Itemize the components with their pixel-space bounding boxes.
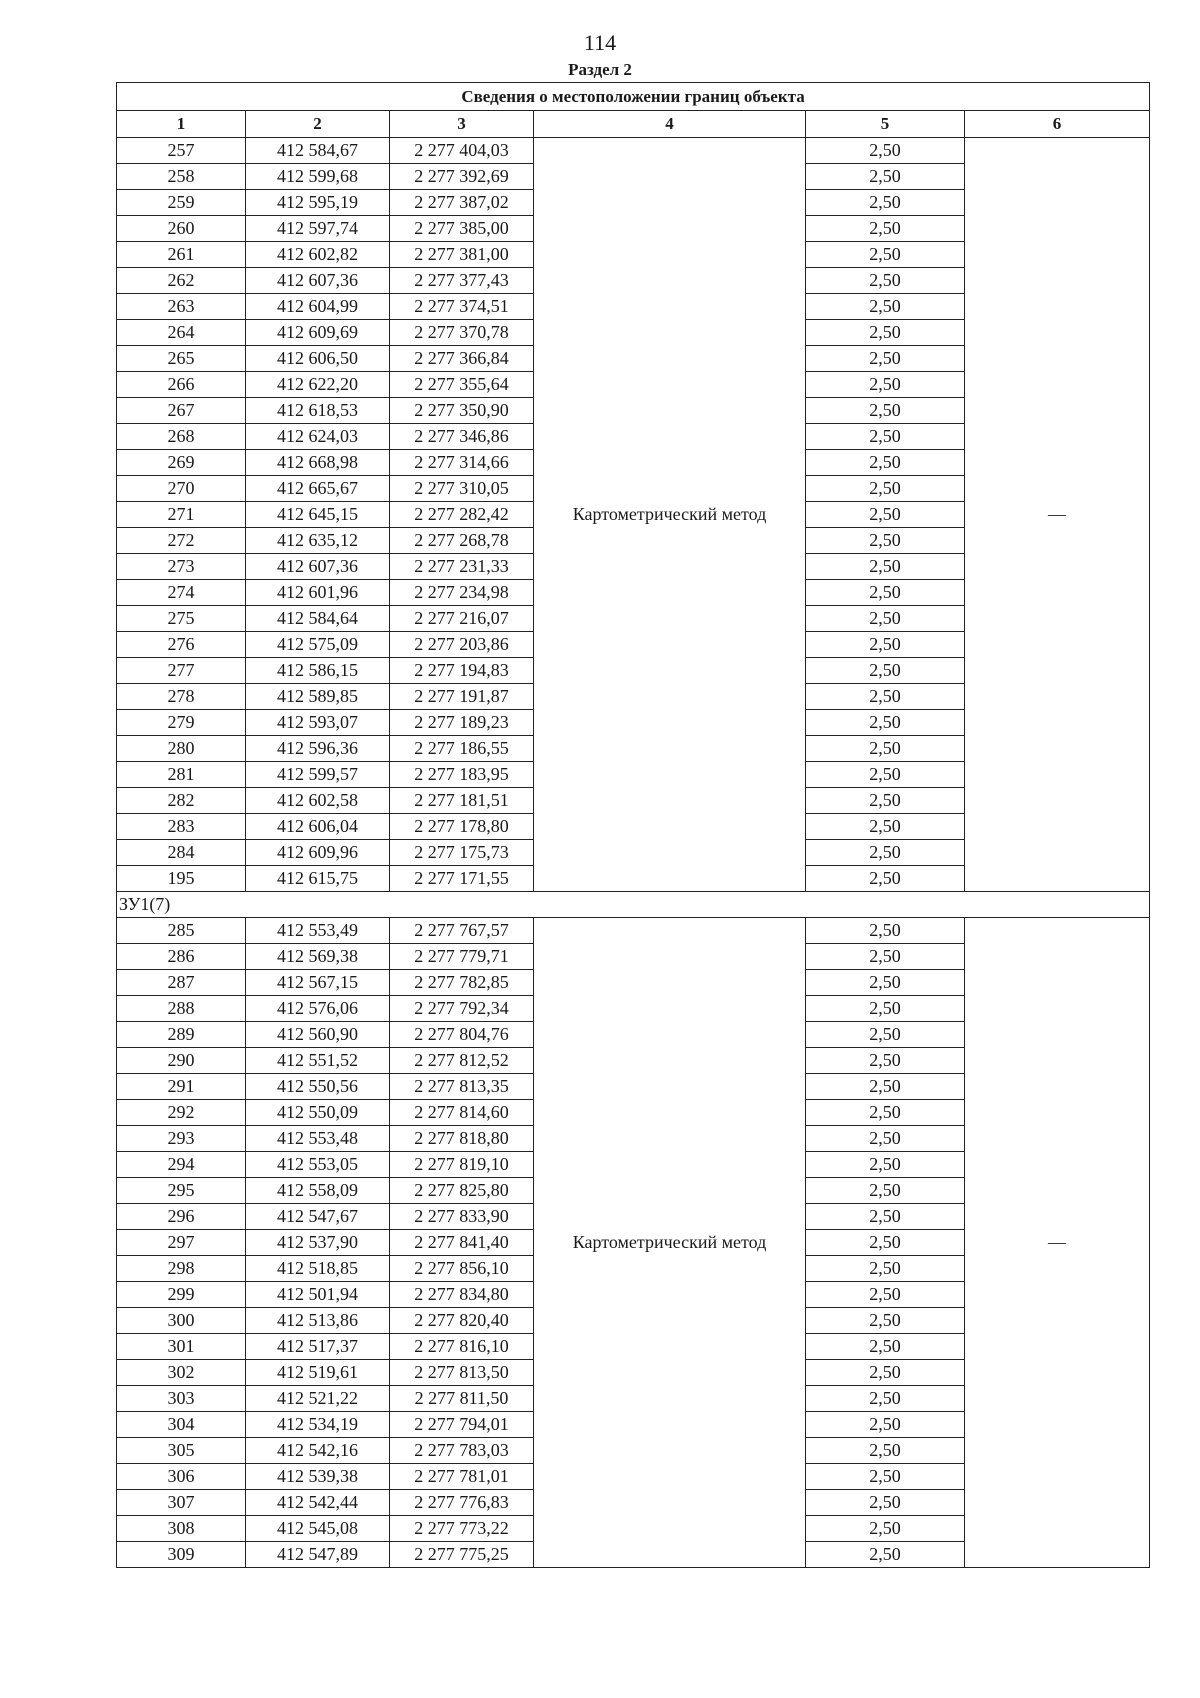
precision-cell: 2,50 [806, 710, 965, 736]
point-number-cell: 297 [117, 1230, 246, 1256]
coordinate-y-cell: 2 277 833,90 [390, 1204, 534, 1230]
coordinate-y-cell: 2 277 812,52 [390, 1048, 534, 1074]
coordinate-y-cell: 2 277 811,50 [390, 1386, 534, 1412]
precision-cell: 2,50 [806, 1282, 965, 1308]
precision-cell: 2,50 [806, 294, 965, 320]
coordinate-x-cell: 412 609,96 [246, 840, 390, 866]
point-number-cell: 277 [117, 658, 246, 684]
point-number-cell: 283 [117, 814, 246, 840]
point-number-cell: 270 [117, 476, 246, 502]
coordinate-x-cell: 412 534,19 [246, 1412, 390, 1438]
coordinate-x-cell: 412 622,20 [246, 372, 390, 398]
point-number-cell: 288 [117, 996, 246, 1022]
column-number: 3 [390, 111, 534, 138]
point-number-cell: 294 [117, 1152, 246, 1178]
point-number-cell: 284 [117, 840, 246, 866]
coordinate-x-cell: 412 602,82 [246, 242, 390, 268]
precision-cell: 2,50 [806, 1100, 965, 1126]
point-number-cell: 291 [117, 1074, 246, 1100]
coordinate-y-cell: 2 277 813,35 [390, 1074, 534, 1100]
precision-cell: 2,50 [806, 1542, 965, 1568]
precision-cell: 2,50 [806, 918, 965, 944]
coordinate-x-cell: 412 567,15 [246, 970, 390, 996]
point-number-cell: 262 [117, 268, 246, 294]
coordinate-y-cell: 2 277 814,60 [390, 1100, 534, 1126]
coordinate-y-cell: 2 277 816,10 [390, 1334, 534, 1360]
coordinate-x-cell: 412 618,53 [246, 398, 390, 424]
coordinate-y-cell: 2 277 231,33 [390, 554, 534, 580]
coordinate-x-cell: 412 593,07 [246, 710, 390, 736]
coordinate-x-cell: 412 584,67 [246, 138, 390, 164]
point-number-cell: 282 [117, 788, 246, 814]
coordinate-x-cell: 412 519,61 [246, 1360, 390, 1386]
coordinate-x-cell: 412 596,36 [246, 736, 390, 762]
coordinate-x-cell: 412 602,58 [246, 788, 390, 814]
coordinate-x-cell: 412 569,38 [246, 944, 390, 970]
coordinate-x-cell: 412 606,50 [246, 346, 390, 372]
point-number-cell: 289 [117, 1022, 246, 1048]
column-number-row [117, 111, 1150, 138]
coordinate-y-cell: 2 277 404,03 [390, 138, 534, 164]
precision-cell: 2,50 [806, 164, 965, 190]
precision-cell: 2,50 [806, 424, 965, 450]
column-number: 1 [117, 111, 246, 138]
coordinate-y-cell: 2 277 374,51 [390, 294, 534, 320]
table-row [117, 918, 1150, 944]
method-cell: Картометрический метод [534, 918, 806, 1568]
coordinate-x-cell: 412 576,06 [246, 996, 390, 1022]
point-number-cell: 268 [117, 424, 246, 450]
precision-cell: 2,50 [806, 1412, 965, 1438]
point-number-cell: 304 [117, 1412, 246, 1438]
coordinate-y-cell: 2 277 813,50 [390, 1360, 534, 1386]
coordinate-y-cell: 2 277 775,25 [390, 1542, 534, 1568]
coordinate-x-cell: 412 599,57 [246, 762, 390, 788]
coordinate-y-cell: 2 277 355,64 [390, 372, 534, 398]
precision-cell: 2,50 [806, 840, 965, 866]
precision-cell: 2,50 [806, 242, 965, 268]
column-number: 4 [534, 111, 806, 138]
coordinate-y-cell: 2 277 216,07 [390, 606, 534, 632]
precision-cell: 2,50 [806, 216, 965, 242]
point-number-cell: 308 [117, 1516, 246, 1542]
precision-cell: 2,50 [806, 450, 965, 476]
coordinate-y-cell: 2 277 381,00 [390, 242, 534, 268]
coordinate-y-cell: 2 277 820,40 [390, 1308, 534, 1334]
coordinate-y-cell: 2 277 203,86 [390, 632, 534, 658]
point-number-cell: 295 [117, 1178, 246, 1204]
coordinate-x-cell: 412 553,48 [246, 1126, 390, 1152]
point-number-cell: 307 [117, 1490, 246, 1516]
precision-cell: 2,50 [806, 866, 965, 892]
precision-cell: 2,50 [806, 736, 965, 762]
coordinate-x-cell: 412 607,36 [246, 554, 390, 580]
table-row [117, 138, 1150, 164]
coordinate-y-cell: 2 277 346,86 [390, 424, 534, 450]
coordinate-y-cell: 2 277 781,01 [390, 1464, 534, 1490]
precision-cell: 2,50 [806, 1204, 965, 1230]
coordinate-x-cell: 412 550,09 [246, 1100, 390, 1126]
coordinate-x-cell: 412 551,52 [246, 1048, 390, 1074]
coordinate-x-cell: 412 584,64 [246, 606, 390, 632]
coordinate-x-cell: 412 517,37 [246, 1334, 390, 1360]
precision-cell: 2,50 [806, 1490, 965, 1516]
coordinate-x-cell: 412 609,69 [246, 320, 390, 346]
point-number-cell: 293 [117, 1126, 246, 1152]
coordinate-y-cell: 2 277 782,85 [390, 970, 534, 996]
point-number-cell: 303 [117, 1386, 246, 1412]
precision-cell: 2,50 [806, 658, 965, 684]
precision-cell: 2,50 [806, 190, 965, 216]
coordinate-x-cell: 412 547,89 [246, 1542, 390, 1568]
precision-cell: 2,50 [806, 346, 965, 372]
coordinate-y-cell: 2 277 767,57 [390, 918, 534, 944]
precision-cell: 2,50 [806, 528, 965, 554]
coordinate-y-cell: 2 277 385,00 [390, 216, 534, 242]
point-number-cell: 279 [117, 710, 246, 736]
coordinate-y-cell: 2 277 387,02 [390, 190, 534, 216]
precision-cell: 2,50 [806, 1074, 965, 1100]
point-number-cell: 280 [117, 736, 246, 762]
coordinate-y-cell: 2 277 175,73 [390, 840, 534, 866]
precision-cell: 2,50 [806, 502, 965, 528]
coordinate-x-cell: 412 575,09 [246, 632, 390, 658]
coordinate-x-cell: 412 607,36 [246, 268, 390, 294]
precision-cell: 2,50 [806, 554, 965, 580]
precision-cell: 2,50 [806, 1360, 965, 1386]
coordinate-y-cell: 2 277 234,98 [390, 580, 534, 606]
coordinate-y-cell: 2 277 794,01 [390, 1412, 534, 1438]
coordinate-y-cell: 2 277 779,71 [390, 944, 534, 970]
point-number-cell: 269 [117, 450, 246, 476]
table-body [117, 138, 1150, 1568]
group-label: ЗУ1(7) [117, 892, 1150, 918]
point-number-cell: 285 [117, 918, 246, 944]
coordinate-y-cell: 2 277 350,90 [390, 398, 534, 424]
coordinate-x-cell: 412 550,56 [246, 1074, 390, 1100]
point-number-cell: 261 [117, 242, 246, 268]
method-cell: Картометрический метод [534, 138, 806, 892]
point-number-cell: 267 [117, 398, 246, 424]
point-number-cell: 257 [117, 138, 246, 164]
precision-cell: 2,50 [806, 606, 965, 632]
coordinate-y-cell: 2 277 191,87 [390, 684, 534, 710]
coordinate-y-cell: 2 277 186,55 [390, 736, 534, 762]
coordinate-y-cell: 2 277 189,23 [390, 710, 534, 736]
coordinate-x-cell: 412 604,99 [246, 294, 390, 320]
coordinate-x-cell: 412 553,05 [246, 1152, 390, 1178]
coordinate-y-cell: 2 277 178,80 [390, 814, 534, 840]
coordinate-x-cell: 412 624,03 [246, 424, 390, 450]
coordinate-x-cell: 412 521,22 [246, 1386, 390, 1412]
coordinate-x-cell: 412 599,68 [246, 164, 390, 190]
point-number-cell: 266 [117, 372, 246, 398]
coordinate-y-cell: 2 277 370,78 [390, 320, 534, 346]
precision-cell: 2,50 [806, 320, 965, 346]
precision-cell: 2,50 [806, 1126, 965, 1152]
point-number-cell: 263 [117, 294, 246, 320]
point-number-cell: 195 [117, 866, 246, 892]
coordinate-y-cell: 2 277 194,83 [390, 658, 534, 684]
note-cell: — [965, 138, 1150, 892]
point-number-cell: 274 [117, 580, 246, 606]
point-number-cell: 278 [117, 684, 246, 710]
coordinate-y-cell: 2 277 856,10 [390, 1256, 534, 1282]
coordinate-x-cell: 412 645,15 [246, 502, 390, 528]
point-number-cell: 306 [117, 1464, 246, 1490]
precision-cell: 2,50 [806, 1048, 965, 1074]
precision-cell: 2,50 [806, 138, 965, 164]
coordinate-x-cell: 412 545,08 [246, 1516, 390, 1542]
point-number-cell: 300 [117, 1308, 246, 1334]
coordinate-x-cell: 412 558,09 [246, 1178, 390, 1204]
page-number: 114 [583, 30, 617, 55]
coordinate-x-cell: 412 518,85 [246, 1256, 390, 1282]
precision-cell: 2,50 [806, 1178, 965, 1204]
coordinate-y-cell: 2 277 314,66 [390, 450, 534, 476]
coordinate-y-cell: 2 277 841,40 [390, 1230, 534, 1256]
coordinate-y-cell: 2 277 183,95 [390, 762, 534, 788]
coordinate-y-cell: 2 277 282,42 [390, 502, 534, 528]
point-number-cell: 258 [117, 164, 246, 190]
point-number-cell: 260 [117, 216, 246, 242]
coordinate-y-cell: 2 277 366,84 [390, 346, 534, 372]
precision-cell: 2,50 [806, 476, 965, 502]
coordinate-y-cell: 2 277 773,22 [390, 1516, 534, 1542]
coordinate-x-cell: 412 589,85 [246, 684, 390, 710]
coordinate-y-cell: 2 277 819,10 [390, 1152, 534, 1178]
precision-cell: 2,50 [806, 762, 965, 788]
precision-cell: 2,50 [806, 1334, 965, 1360]
point-number-cell: 276 [117, 632, 246, 658]
column-number: 5 [806, 111, 965, 138]
group-row [117, 892, 1150, 918]
point-number-cell: 281 [117, 762, 246, 788]
precision-cell: 2,50 [806, 944, 965, 970]
precision-cell: 2,50 [806, 814, 965, 840]
precision-cell: 2,50 [806, 1308, 965, 1334]
coordinate-x-cell: 412 513,86 [246, 1308, 390, 1334]
coordinate-x-cell: 412 615,75 [246, 866, 390, 892]
precision-cell: 2,50 [806, 970, 965, 996]
coordinate-x-cell: 412 539,38 [246, 1464, 390, 1490]
coordinate-x-cell: 412 542,16 [246, 1438, 390, 1464]
coordinate-y-cell: 2 277 268,78 [390, 528, 534, 554]
column-number: 2 [246, 111, 390, 138]
precision-cell: 2,50 [806, 1516, 965, 1542]
coordinate-y-cell: 2 277 171,55 [390, 866, 534, 892]
precision-cell: 2,50 [806, 398, 965, 424]
coordinate-y-cell: 2 277 377,43 [390, 268, 534, 294]
precision-cell: 2,50 [806, 268, 965, 294]
coordinate-y-cell: 2 277 783,03 [390, 1438, 534, 1464]
precision-cell: 2,50 [806, 1464, 965, 1490]
coordinate-y-cell: 2 277 310,05 [390, 476, 534, 502]
point-number-cell: 272 [117, 528, 246, 554]
precision-cell: 2,50 [806, 632, 965, 658]
coordinate-x-cell: 412 547,67 [246, 1204, 390, 1230]
point-number-cell: 309 [117, 1542, 246, 1568]
precision-cell: 2,50 [806, 1438, 965, 1464]
coordinate-x-cell: 412 501,94 [246, 1282, 390, 1308]
coordinate-x-cell: 412 665,67 [246, 476, 390, 502]
point-number-cell: 290 [117, 1048, 246, 1074]
coordinate-y-cell: 2 277 776,83 [390, 1490, 534, 1516]
point-number-cell: 259 [117, 190, 246, 216]
coordinate-y-cell: 2 277 818,80 [390, 1126, 534, 1152]
precision-cell: 2,50 [806, 1386, 965, 1412]
coordinate-x-cell: 412 595,19 [246, 190, 390, 216]
coordinate-x-cell: 412 635,12 [246, 528, 390, 554]
precision-cell: 2,50 [806, 1022, 965, 1048]
section-title: Раздел 2 [568, 60, 632, 79]
point-number-cell: 265 [117, 346, 246, 372]
coordinate-x-cell: 412 597,74 [246, 216, 390, 242]
precision-cell: 2,50 [806, 788, 965, 814]
boundary-table [116, 82, 1150, 1568]
precision-cell: 2,50 [806, 1152, 965, 1178]
point-number-cell: 273 [117, 554, 246, 580]
coordinate-x-cell: 412 537,90 [246, 1230, 390, 1256]
point-number-cell: 301 [117, 1334, 246, 1360]
coordinate-x-cell: 412 560,90 [246, 1022, 390, 1048]
point-number-cell: 305 [117, 1438, 246, 1464]
coordinate-y-cell: 2 277 792,34 [390, 996, 534, 1022]
point-number-cell: 298 [117, 1256, 246, 1282]
point-number-cell: 299 [117, 1282, 246, 1308]
precision-cell: 2,50 [806, 996, 965, 1022]
point-number-cell: 271 [117, 502, 246, 528]
point-number-cell: 296 [117, 1204, 246, 1230]
note-cell: — [965, 918, 1150, 1568]
point-number-cell: 292 [117, 1100, 246, 1126]
coordinate-x-cell: 412 606,04 [246, 814, 390, 840]
precision-cell: 2,50 [806, 372, 965, 398]
point-number-cell: 287 [117, 970, 246, 996]
precision-cell: 2,50 [806, 580, 965, 606]
coordinate-x-cell: 412 601,96 [246, 580, 390, 606]
coordinate-y-cell: 2 277 825,80 [390, 1178, 534, 1204]
column-number: 6 [965, 111, 1150, 138]
point-number-cell: 275 [117, 606, 246, 632]
coordinate-x-cell: 412 668,98 [246, 450, 390, 476]
table-caption: Сведения о местоположении границ объекта [117, 83, 1150, 111]
point-number-cell: 302 [117, 1360, 246, 1386]
precision-cell: 2,50 [806, 1256, 965, 1282]
coordinate-x-cell: 412 553,49 [246, 918, 390, 944]
coordinate-x-cell: 412 542,44 [246, 1490, 390, 1516]
coordinate-y-cell: 2 277 834,80 [390, 1282, 534, 1308]
point-number-cell: 286 [117, 944, 246, 970]
precision-cell: 2,50 [806, 684, 965, 710]
point-number-cell: 264 [117, 320, 246, 346]
coordinate-y-cell: 2 277 804,76 [390, 1022, 534, 1048]
coordinate-x-cell: 412 586,15 [246, 658, 390, 684]
coordinate-y-cell: 2 277 392,69 [390, 164, 534, 190]
precision-cell: 2,50 [806, 1230, 965, 1256]
coordinate-y-cell: 2 277 181,51 [390, 788, 534, 814]
